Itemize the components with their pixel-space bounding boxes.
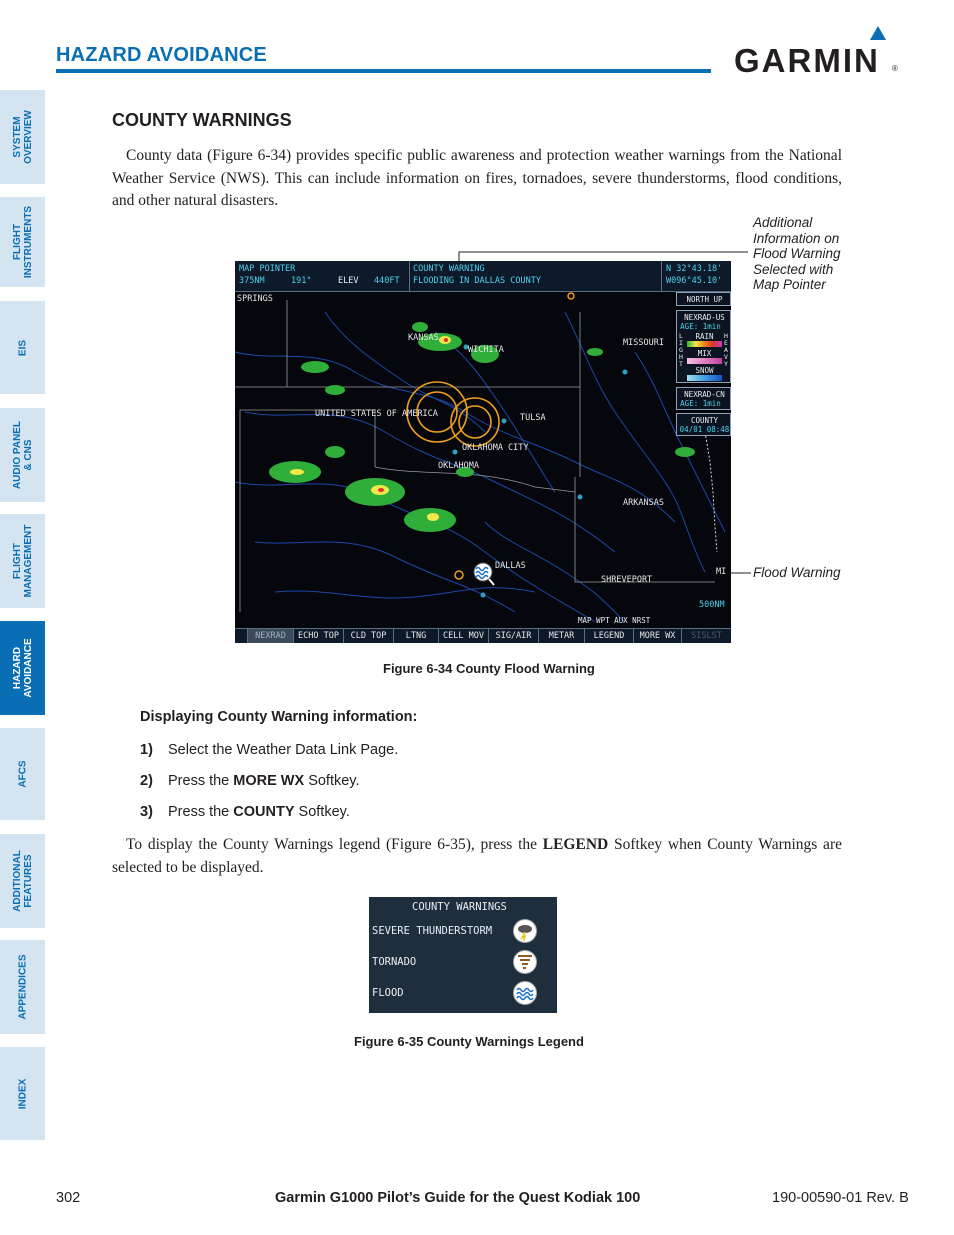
elev-value: 440FT bbox=[374, 276, 400, 286]
label-oklahoma: OKLAHOMA bbox=[438, 461, 479, 471]
nexrad-cn-label: NEXRAD-CN bbox=[684, 390, 725, 399]
softkey-cld-top[interactable]: CLD TOP bbox=[344, 629, 394, 643]
step-text: Press the bbox=[168, 773, 234, 789]
label-kansas: KANSAS bbox=[408, 333, 439, 343]
legend-paragraph-text: To display the County Warnings legend (Figure 6-35), press the bbox=[126, 836, 543, 853]
heavy-label: H E A V Y bbox=[724, 332, 732, 368]
step-number: 3) bbox=[140, 804, 153, 820]
flood-icon bbox=[513, 981, 537, 1005]
orientation-label: NORTH UP bbox=[686, 295, 723, 304]
softkey-metar[interactable]: METAR bbox=[539, 629, 585, 643]
elev-label: ELEV bbox=[338, 276, 359, 286]
longitude: W096°45.10' bbox=[666, 276, 723, 286]
rain-label: RAIN bbox=[695, 332, 714, 341]
intro-paragraph: County data (Figure 6-34) provides specific public awareness and protection weather warnings from the National Weather Service (NWS). This can include information on fires, tornadoes, severe thunderstorms, flood conditions, and other natural disasters. bbox=[112, 147, 842, 209]
tab-label: AUDIO PANEL & CNS bbox=[11, 420, 34, 490]
legend-item-severe-thunderstorm: SEVERE THUNDERSTORM bbox=[372, 925, 493, 937]
nexrad-us-age: AGE: 1min bbox=[680, 322, 721, 331]
county-warning-box bbox=[410, 261, 662, 291]
logo-text: GARMIN bbox=[734, 42, 880, 79]
label-mi: MI bbox=[716, 567, 727, 577]
softkey-blank bbox=[235, 629, 248, 643]
step-text-end: Softkey. bbox=[304, 773, 360, 789]
softkey-sislst[interactable]: SISLST bbox=[691, 631, 722, 641]
callout-additional-info: Additional Information on Flood Warning Selected with Map Pointer bbox=[753, 215, 841, 292]
legend-paragraph-text-end: Softkey when County Warnings are selected to be displayed. bbox=[112, 836, 842, 876]
county-time: 04/01 08:48 bbox=[679, 425, 730, 434]
figure-caption-2: Figure 6-35 County Warnings Legend bbox=[354, 1034, 584, 1049]
tab-label: FLIGHT INSTRUMENTS bbox=[11, 205, 34, 279]
footer-doc-number: 190-00590-01 Rev. B bbox=[772, 1190, 909, 1206]
softkey-nexrad[interactable]: NEXRAD bbox=[248, 629, 294, 643]
footer-title: Garmin G1000 Pilot’s Guide for the Quest Kodiak 100 bbox=[275, 1190, 641, 1206]
county-label: COUNTY bbox=[690, 416, 719, 425]
tab-label: AFCS bbox=[17, 760, 28, 788]
label-dallas: DALLAS bbox=[495, 561, 526, 571]
legend-item-tornado: TORNADO bbox=[372, 956, 417, 968]
tab-label: HAZARD AVOIDANCE bbox=[11, 638, 34, 698]
callout-flood-warning: Flood Warning bbox=[753, 565, 841, 580]
label-oklahoma-city: OKLAHOMA CITY bbox=[462, 443, 529, 453]
county-box bbox=[676, 413, 731, 436]
map-pointer-label: MAP POINTER bbox=[239, 264, 296, 274]
legend-softkey-name: LEGEND bbox=[542, 836, 609, 853]
label-wichita: WICHITA bbox=[468, 345, 504, 355]
legend-paragraph bbox=[112, 834, 842, 879]
legend-title: COUNTY WARNINGS bbox=[412, 901, 507, 913]
label-springs: SPRINGS bbox=[237, 294, 273, 304]
coordinates-box bbox=[662, 261, 731, 291]
county-warning-label: COUNTY WARNING bbox=[413, 264, 485, 274]
flooding-text: FLOODING IN DALLAS COUNTY bbox=[413, 276, 541, 286]
label-usa: UNITED STATES OF AMERICA bbox=[315, 409, 438, 419]
nexrad-cn-box bbox=[676, 387, 731, 410]
pointer-distance: 375NM bbox=[239, 276, 265, 286]
snow-scale bbox=[687, 375, 722, 381]
tab-index[interactable] bbox=[0, 1047, 45, 1140]
label-shreveport: SHREVEPORT bbox=[601, 575, 653, 585]
softkey-cell-mov[interactable]: CELL MOV bbox=[439, 629, 489, 643]
softkey-legend[interactable]: LEGEND bbox=[585, 629, 634, 643]
map-canvas[interactable] bbox=[235, 292, 731, 627]
step-number: 1) bbox=[140, 742, 153, 758]
map-pointer-box bbox=[235, 261, 410, 291]
tornado-icon bbox=[513, 950, 537, 974]
snow-label: SNOW bbox=[695, 366, 714, 375]
step-text-end: Softkey. bbox=[294, 804, 350, 820]
step-number: 2) bbox=[140, 773, 153, 789]
section-header: HAZARD AVOIDANCE bbox=[56, 44, 267, 66]
tab-appendices[interactable] bbox=[0, 940, 45, 1034]
tab-additional-features[interactable] bbox=[0, 834, 45, 928]
legend-item-flood: FLOOD bbox=[372, 987, 404, 999]
tab-afcs[interactable] bbox=[0, 728, 45, 820]
tab-label: EIS bbox=[17, 339, 28, 356]
tab-label: INDEX bbox=[17, 1078, 28, 1109]
step-softkey-name: MORE WX bbox=[233, 773, 305, 789]
mix-scale bbox=[687, 358, 722, 364]
tab-label: SYSTEM OVERVIEW bbox=[11, 110, 34, 164]
tab-label: ADDITIONAL FEATURES bbox=[11, 850, 34, 912]
procedure-title: Displaying County Warning information: bbox=[140, 709, 418, 725]
label-tulsa: TULSA bbox=[520, 413, 546, 423]
tab-label: FLIGHT MANAGEMENT bbox=[11, 524, 34, 598]
light-label: L I G H T bbox=[679, 332, 687, 368]
orientation-box[interactable] bbox=[676, 292, 731, 306]
map-range: 500NM bbox=[699, 600, 725, 610]
softkey-ltng[interactable]: LTNG bbox=[394, 629, 439, 643]
mix-label: MIX bbox=[697, 349, 712, 358]
pointer-bearing: 191° bbox=[291, 276, 312, 286]
figure-caption-1: Figure 6-34 County Flood Warning bbox=[383, 661, 595, 676]
label-missouri: MISSOURI bbox=[623, 338, 664, 348]
severe-thunderstorm-icon bbox=[513, 919, 537, 943]
tab-label: APPENDICES bbox=[17, 954, 28, 1020]
label-arkansas: ARKANSAS bbox=[623, 498, 664, 508]
nexrad-us-label: NEXRAD-US bbox=[684, 313, 725, 322]
softkey-echo-top[interactable]: ECHO TOP bbox=[294, 629, 344, 643]
logo-registered-mark: ® bbox=[892, 64, 898, 73]
page-number: 302 bbox=[56, 1190, 81, 1206]
latitude: N 32°43.18' bbox=[666, 264, 723, 274]
map-header-bar bbox=[235, 261, 731, 292]
nexrad-cn-age: AGE: 1min bbox=[680, 399, 721, 408]
softkey-sig-air[interactable]: SIG/AIR bbox=[489, 629, 539, 643]
nexrad-us-box bbox=[676, 310, 731, 383]
step-softkey-name: COUNTY bbox=[233, 804, 295, 820]
section-title: COUNTY WARNINGS bbox=[112, 110, 292, 130]
softkey-more-wx[interactable]: MORE WX bbox=[634, 629, 682, 643]
step-text: Select the Weather Data Link Page. bbox=[168, 742, 399, 758]
step-text: Press the bbox=[168, 804, 234, 820]
map-page-tabs[interactable]: MAP WPT AUX NRST bbox=[578, 616, 651, 625]
county-warnings-legend bbox=[369, 897, 557, 1013]
softkey-bar bbox=[235, 628, 731, 643]
rain-scale bbox=[687, 341, 722, 347]
weather-map-screen bbox=[235, 261, 731, 642]
